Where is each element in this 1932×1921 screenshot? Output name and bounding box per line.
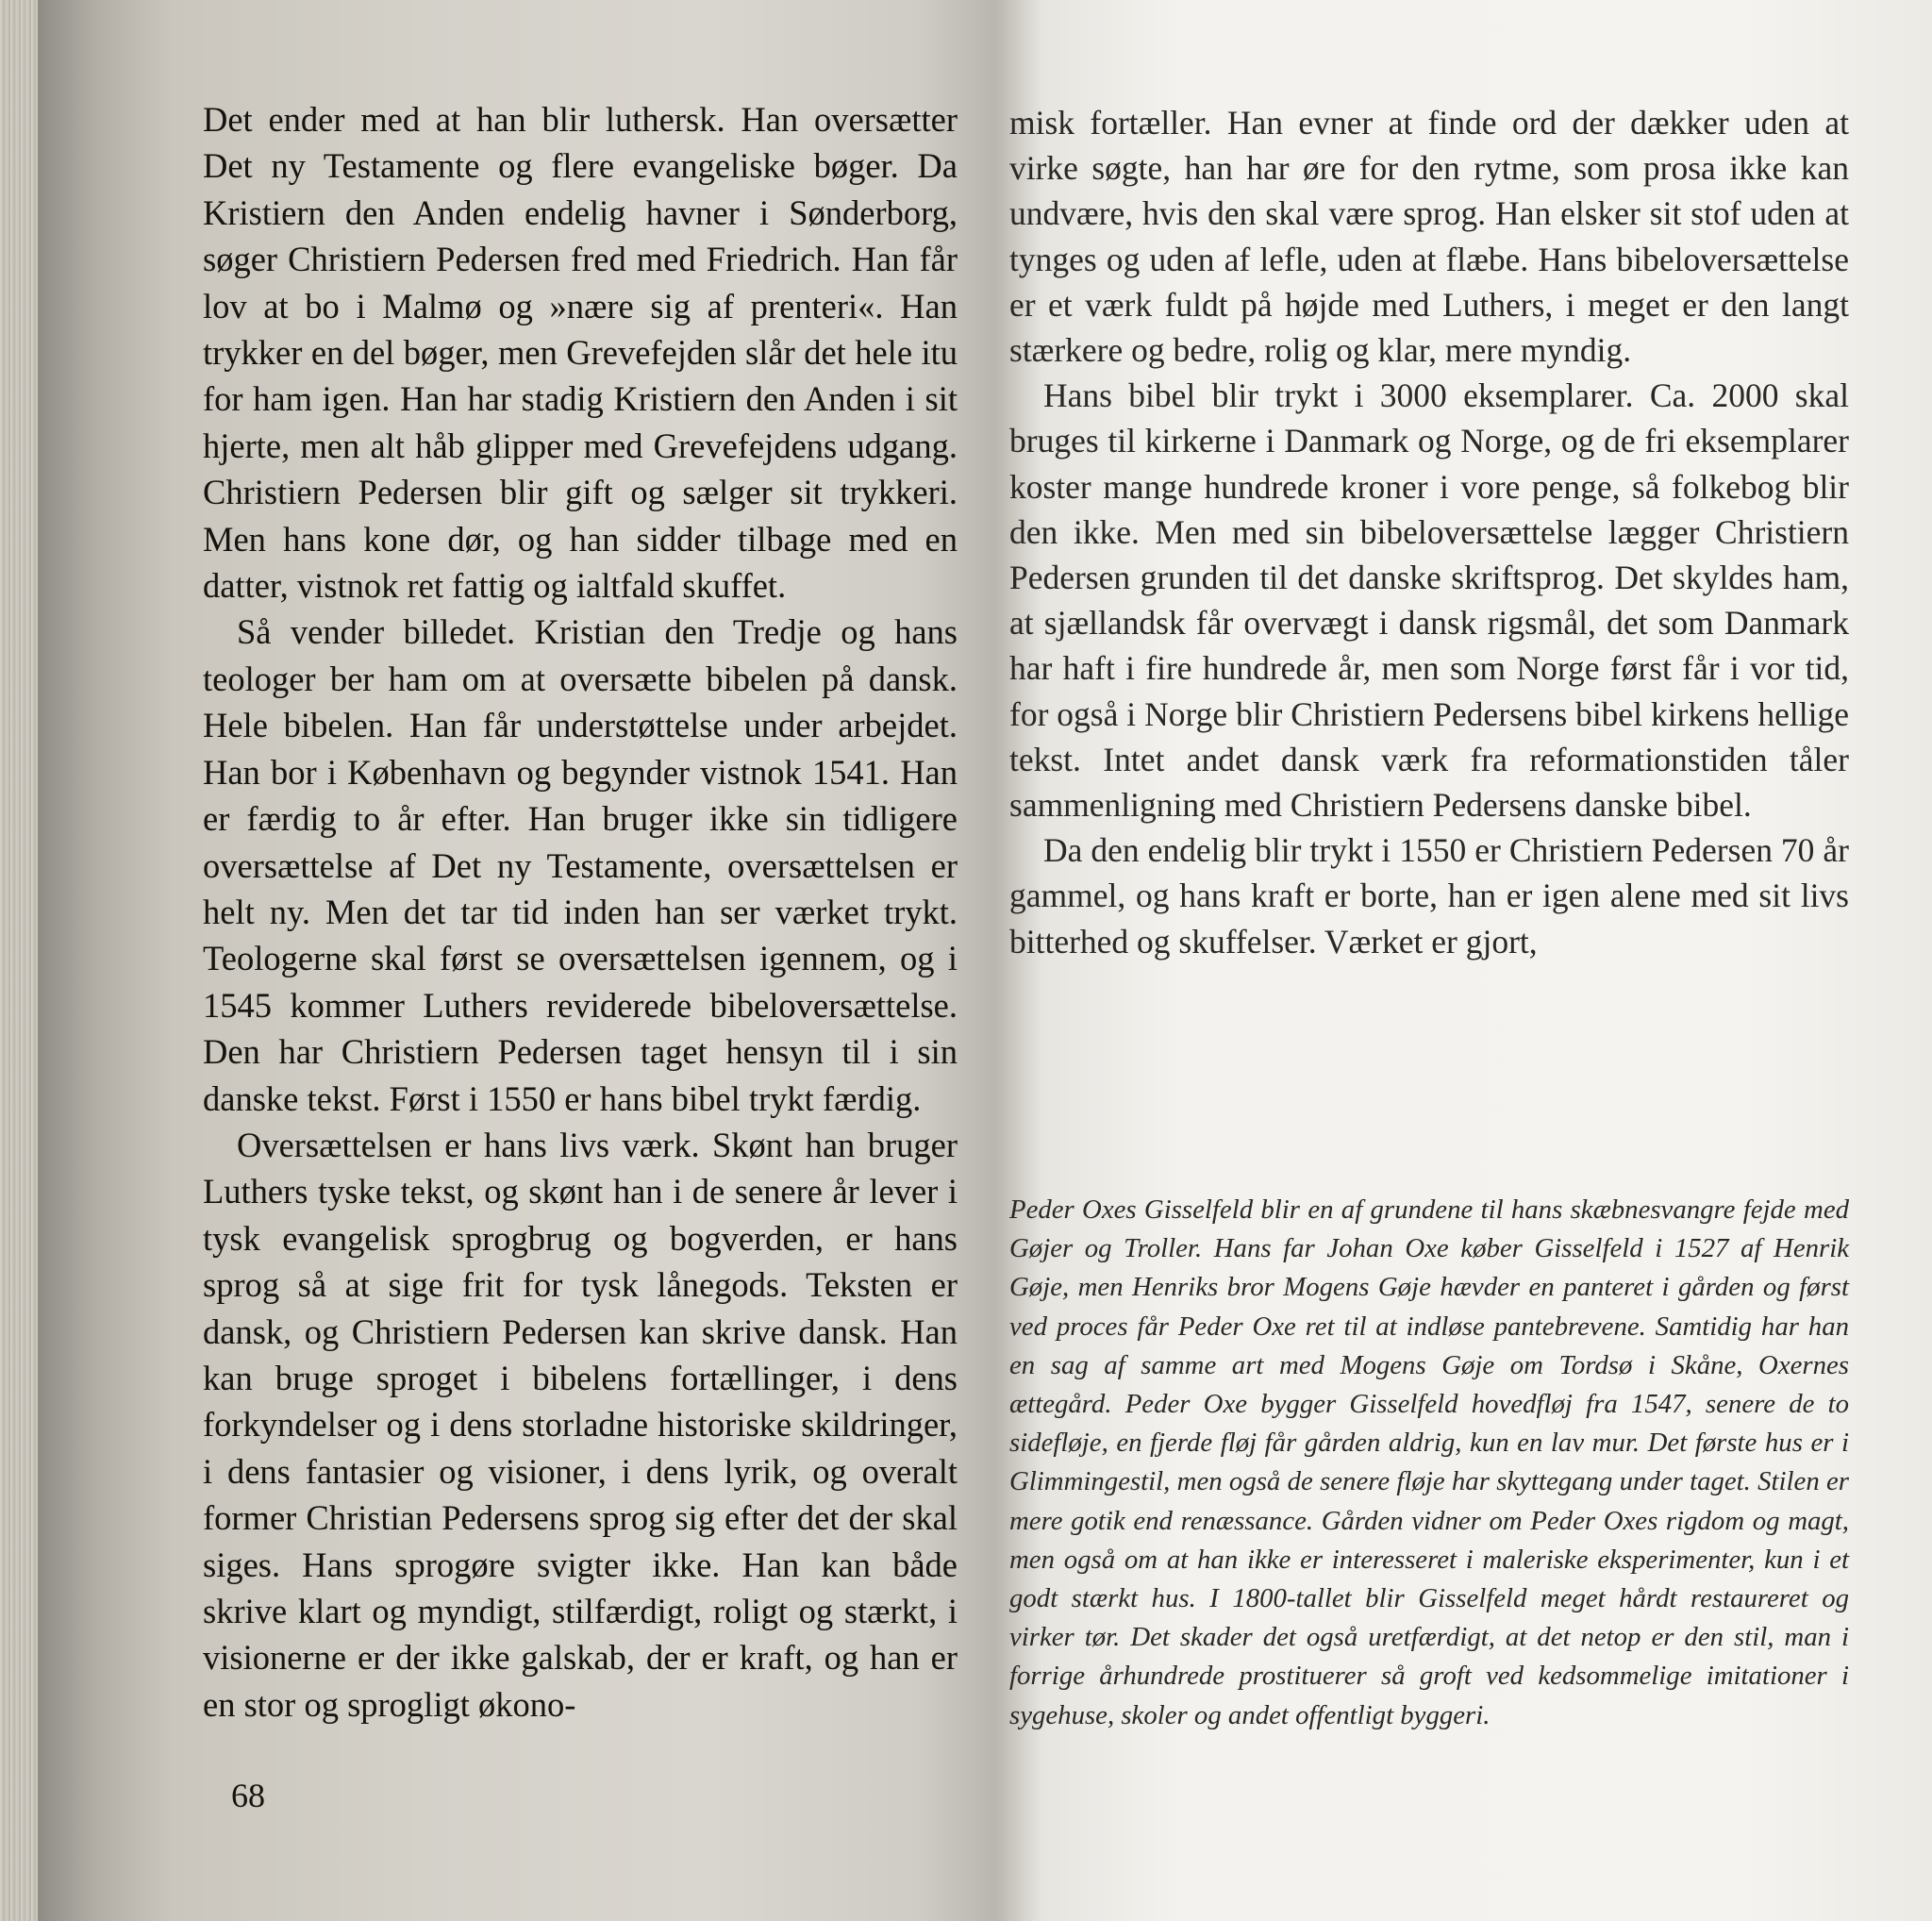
paragraph: misk fortæller. Han evner at finde ord der dækker uden at virke søgte, han har øre for den rytme, som prosa ikke kan undvære, hvis den skal være sprog. Han elsker sit stof uden at tynges og uden af lefle, uden at flæbe. Hans bibeloversættelse er et værk fuldt på højde med Luthers, i meget er den langt stærkere og bedre, rolig og klar, mere myndig. xyxy=(1009,104,1849,370)
paragraph: Da den endelig blir trykt i 1550 er Christiern Pedersen 70 år gammel, og hans kraft er borte, han er igen alene med sit livs bitterhed og skuffelser. Værket er gjort, xyxy=(1009,831,1849,960)
left-text-column xyxy=(203,96,958,1728)
paragraph: Hans bibel blir trykt i 3000 eksemplarer. Ca. 2000 skal bruges til kirkerne i Danmark og Norge, og de fri eksemplarer koster mange hundrede kroner i vore penge, så folkebog blir den ikke. Men med sin bibeloversættelse lægger Christiern Pedersen grunden til det danske skriftsprog. Det skyldes ham, at sjællandsk får overvægt i dansk rigsmål, det som Danmark har haft i fire hundrede år, men som Norge først får i vor tid, for også i Norge blir Christiern Pedersens bibel kirkens hellige tekst. Intet andet dansk værk fra reformationstiden tåler sammenligning med Christiern Pedersens danske bibel. xyxy=(1009,376,1849,825)
paragraph: Oversættelsen er hans livs værk. Skønt han bruger Luthers tyske tekst, og skønt han i de senere år lever i tysk evangelisk sprogbrug og bogverden, er hans sprog så at sige frit for tysk lånegods. Teksten er dansk, og Christiern Pedersen kan skrive dansk. Han kan bruge sproget i bibelens fortællinger, i dens forkyndelser og i dens storladne historiske skildringer, i dens fantasier og visioner, i dens lyrik, og overalt former Christian Pedersens sprog sig efter det der skal siges. Hans sprogøre svigter ikke. Han kan både skrive klart og myndigt, stilfærdigt, roligt og stærkt, i visionerne er der ikke galskab, der er kraft, og han er en stor og sprogligt økono- xyxy=(203,1125,958,1724)
right-text-column xyxy=(1009,100,1849,964)
paragraph: Det ender med at han blir luthersk. Han oversætter Det ny Testamente og flere evangeliske bøger. Da Kristiern den Anden endelig havner i Sønderborg, søger Christiern Pedersen fred med Friedrich. Han får lov at bo i Malmø og »nære sig af prenteri«. Han trykker en del bøger, men Grevefejden slår det hele itu for ham igen. Han har stadig Kristiern den Anden i sit hjerte, men alt håb glipper med Grevefejdens udgang. Christiern Pedersen blir gift og sælger sit trykkeri. Men hans kone dør, og han sidder tilbage med en datter, vistnok ret fattig og ialtfald skuffet. xyxy=(203,100,958,606)
page-number: 68 xyxy=(231,1777,265,1814)
paragraph: Så vender billedet. Kristian den Tredje og hans teologer ber ham om at oversætte bibelen på dansk. Hele bibelen. Han får understøttelse under arbejdet. Han bor i København og begynder vistnok 1541. Han er færdig to år efter. Han bruger ikke sin tidligere oversættelse af Det ny Testamente, oversættelsen er helt ny. Men det tar tid inden han ser værket trykt. Teologerne skal først se oversættelsen igennem, og i 1545 kommer Luthers reviderede bibeloversættelse. Den har Christiern Pedersen taget hensyn til i sin danske tekst. Først i 1550 er hans bibel trykt færdig. xyxy=(203,612,958,1118)
caption: Peder Oxes Gisselfeld blir en af grundene til hans skæbnesvangre fejde med Gøjer og Troller. Hans far Johan Oxe køber Gisselfeld i 1527 af Henrik Gøje, men Henriks bror Mogens Gøje hævder en panteret i gården og først ved proces får Peder Oxe ret til at indløse pantebrevene. Samtidig har han en sag af samme art med Mogens Gøje om Tordsø i Skåne, Oxernes ættegård. Peder Oxe bygger Gisselfeld hovedfløj fra 1547, senere de to sidefløje, en fjerde fløj får gården aldrig, kun en lav mur. Det første hus er i Glimmingestil, men også de senere fløje har skyttegang under taget. Stilen er mere gotik end renæssance. Gården vidner om Peder Oxes rigdom og magt, men også om at han ikke er interesseret i maleriske eksperimenter, kun i et godt stærkt hus. I 1800-tallet blir Gisselfeld meget hårdt restaureret og virker tør. Det skader det også uretfærdigt, at det netop er den stil, man i forrige århundrede prostituerer så groft ved kedsommelige imitationer i sygehuse, skoler og andet offentligt byggeri. xyxy=(1009,1194,1849,1730)
